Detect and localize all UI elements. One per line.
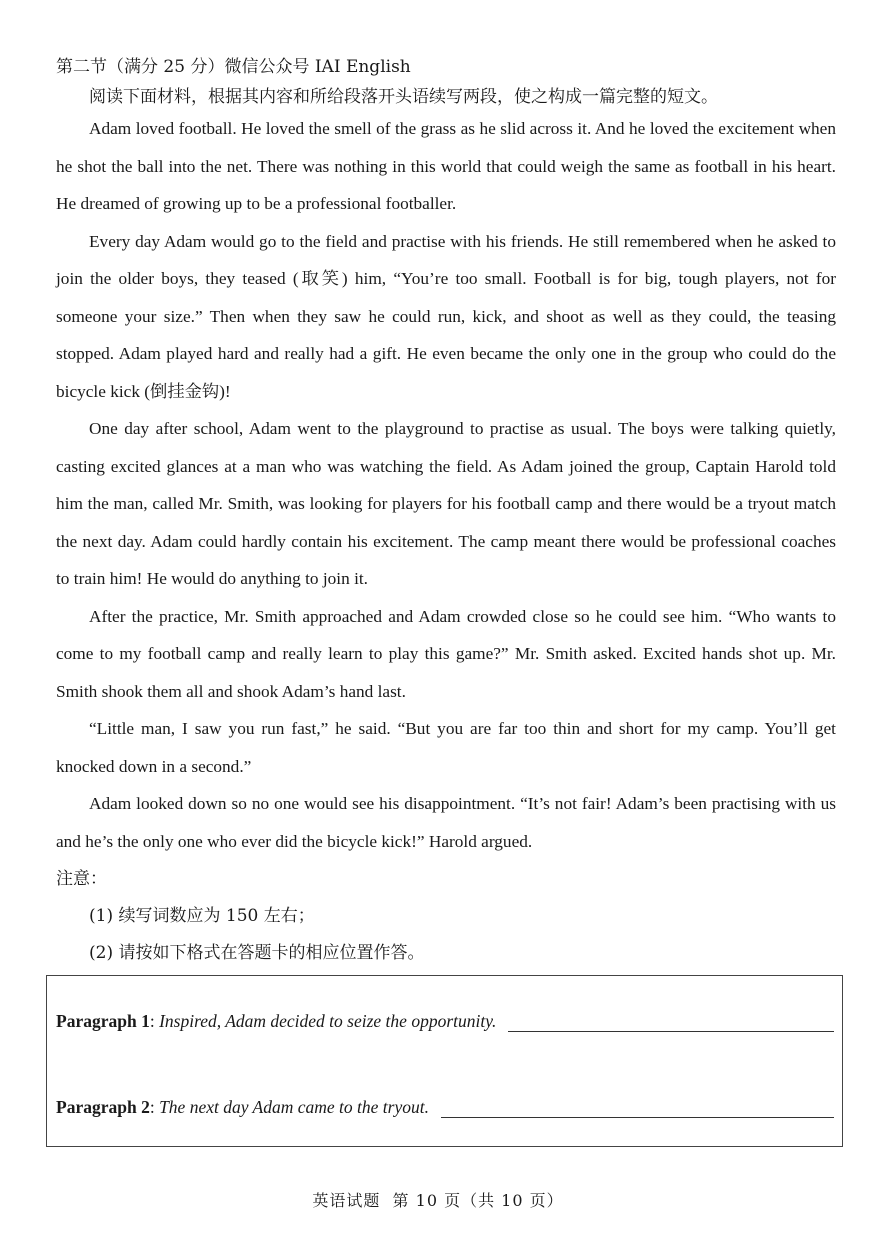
paragraph-1-opening: Inspired, Adam decided to seize the opportunity.: [159, 1011, 497, 1031]
paragraph-2-blank[interactable]: [441, 1099, 834, 1118]
passage-paragraph: One day after school, Adam went to the playground to practise as usual. The boys were talking quietly, casting excited glances at a man who was watching the field. As Adam joined the group, Captain Harold told him the man, called Mr. Smith, was looking for players for his football camp and there would be a tryout match the next day. Adam could hardly contain his excitement. The camp meant there would be professional coaches to train him! He would do anything to join it.: [56, 419, 836, 588]
paragraph-1-blank[interactable]: [508, 1013, 834, 1032]
paragraph-2-opening: The next day Adam came to the tryout.: [159, 1097, 429, 1117]
notes-section: [56, 866, 424, 977]
paragraph-2-line: [56, 1092, 834, 1118]
passage-paragraph: Adam looked down so no one would see his disappointment. “It’s not fair! Adam’s been practising with us and he’s the only one who ever did the bicycle kick!” Harold argued.: [56, 794, 836, 851]
passage-paragraph: “Little man, I saw you run fast,” he said. “But you are far too thin and short for my camp. You’ll get knocked down in a second.”: [56, 719, 836, 776]
passage-paragraph: Every day Adam would go to the field and practise with his friends. He still remembered when he asked to join the older boys, they teased (取笑) him, “You’re too small. Football is for big, tough players, not for someone your size.” Then when they saw he could run, kick, and shoot as well as they could, the teasing stopped. Adam played hard and really had a gift. He even became the only one in the group who could do the bicycle kick (倒挂金钩)!: [56, 231, 836, 401]
note-item: (2) 请按如下格式在答题卡的相应位置作答。: [89, 943, 425, 963]
paragraph-1-line: [56, 1006, 834, 1032]
reading-passage: [56, 110, 836, 860]
answer-box: [46, 975, 843, 1147]
paragraph-2-separator: :: [149, 1097, 160, 1117]
passage-paragraph: After the practice, Mr. Smith approached and Adam crowded close so he could see him. “Who wants to come to my football camp and really learn to play this game?” Mr. Smith asked. Excited hands shot up. Mr. Smith shook them all and shook Adam’s hand last.: [56, 606, 836, 701]
instruction-text: 阅读下面材料，根据其内容和所给段落开头语续写两段，使之构成一篇完整的短文。: [89, 87, 718, 107]
paragraph-1-label: Paragraph 1: [56, 1011, 150, 1031]
passage-paragraph: Adam loved football. He loved the smell of the grass as he slid across it. And he loved the excitement when he shot the ball into the net. There was nothing in this world that could weigh the same as football in his heart. He dreamed of growing up to be a professional footballer.: [56, 119, 836, 213]
page-footer: 英语试题 第 10 页（共 10 页）: [312, 1191, 564, 1210]
note-item: (1) 续写词数应为 150 左右；: [89, 906, 315, 926]
paragraph-1-separator: :: [149, 1011, 160, 1031]
section-title: 第二节（满分 25 分）微信公众号 IAI English: [56, 57, 411, 77]
notes-heading: 注意：: [56, 869, 107, 889]
paragraph-2-label: Paragraph 2: [56, 1097, 150, 1117]
